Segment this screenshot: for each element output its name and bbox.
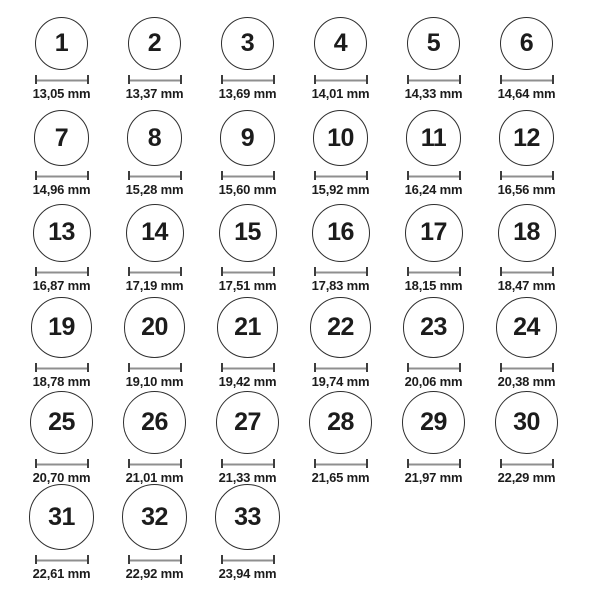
- diameter-label: 19,74 mm: [311, 373, 370, 389]
- ring-circle: [33, 204, 91, 262]
- ring-size-number: 13: [48, 218, 75, 247]
- ring-circle: [314, 17, 367, 70]
- ring-cell: [108, 297, 201, 390]
- ring-size-number: 21: [234, 313, 261, 341]
- ring-size-number: 2: [147, 28, 162, 57]
- ring-cell: [15, 391, 108, 486]
- diameter-label: 15,92 mm: [311, 181, 370, 197]
- ring-row: [15, 198, 600, 294]
- diameter-label: 17,19 mm: [125, 277, 184, 293]
- ring-cell: [294, 110, 387, 198]
- ring-cell: [387, 110, 480, 198]
- diameter-dimension-line: [500, 459, 554, 468]
- ring-size-number: 12: [513, 123, 540, 152]
- diameter-line: [502, 272, 552, 274]
- ring-cell: [201, 110, 294, 198]
- ring-cell: [15, 17, 108, 102]
- diameter-label: 18,15 mm: [404, 277, 463, 293]
- diameter-line: [37, 176, 87, 178]
- diameter-label: 16,56 mm: [497, 181, 556, 197]
- ring-size-number: 20: [141, 313, 168, 341]
- diameter-dimension-line: [35, 171, 89, 180]
- diameter-line: [37, 272, 87, 274]
- ring-size-number: 3: [240, 28, 255, 57]
- ring-circle: [221, 17, 274, 70]
- ring-cell: [387, 297, 480, 390]
- ring-circle: [215, 484, 281, 550]
- ring-circle: [217, 297, 278, 358]
- diameter-dimension-line: [314, 267, 368, 276]
- ring-circle: [405, 204, 463, 262]
- diameter-dimension-line: [407, 171, 461, 180]
- ring-size-number: 27: [234, 407, 261, 436]
- ring-circle: [310, 297, 371, 358]
- diameter-dimension-line: [128, 363, 182, 372]
- ring-cell: [387, 17, 480, 102]
- diameter-dimension-line: [35, 267, 89, 276]
- ring-circle: [124, 297, 185, 358]
- ring-cell: [201, 204, 294, 294]
- diameter-label: 21,97 mm: [404, 469, 463, 485]
- ring-circle: [220, 110, 276, 166]
- diameter-line: [130, 80, 180, 82]
- diameter-label: 17,83 mm: [311, 277, 370, 293]
- ring-size-number: 8: [147, 123, 162, 152]
- ring-circle: [496, 297, 557, 358]
- diameter-label: 22,61 mm: [32, 565, 91, 581]
- ring-size-number: 31: [48, 502, 75, 531]
- diameter-label: 21,33 mm: [218, 469, 277, 485]
- ring-size-number: 32: [141, 502, 168, 531]
- diameter-line: [316, 80, 366, 82]
- diameter-dimension-line: [35, 75, 89, 84]
- ring-size-number: 22: [327, 313, 354, 341]
- diameter-dimension-line: [128, 75, 182, 84]
- diameter-line: [316, 176, 366, 178]
- ring-circle: [499, 110, 555, 166]
- ring-cell: [15, 484, 108, 582]
- diameter-label: 20,38 mm: [497, 373, 556, 389]
- ring-row: [15, 486, 600, 582]
- diameter-dimension-line: [407, 75, 461, 84]
- diameter-label: 17,51 mm: [218, 277, 277, 293]
- ring-cell: [294, 297, 387, 390]
- ring-circle: [128, 17, 181, 70]
- ring-cell: [108, 484, 201, 582]
- diameter-line: [409, 464, 459, 466]
- diameter-line: [223, 272, 273, 274]
- diameter-line: [409, 176, 459, 178]
- diameter-label: 23,94 mm: [218, 565, 277, 581]
- ring-cell: [15, 297, 108, 390]
- diameter-dimension-line: [500, 267, 554, 276]
- ring-circle: [216, 391, 279, 454]
- ring-circle: [123, 391, 186, 454]
- ring-cell: [201, 297, 294, 390]
- diameter-line: [409, 272, 459, 274]
- ring-size-number: 30: [513, 407, 540, 436]
- ring-size-number: 28: [327, 407, 354, 436]
- ring-circle: [313, 110, 369, 166]
- diameter-line: [316, 368, 366, 370]
- ring-size-number: 25: [48, 407, 75, 436]
- diameter-line: [223, 176, 273, 178]
- ring-cell: [480, 110, 573, 198]
- diameter-line: [130, 368, 180, 370]
- ring-circle: [312, 204, 370, 262]
- diameter-line: [130, 176, 180, 178]
- diameter-label: 22,29 mm: [497, 469, 556, 485]
- diameter-label: 14,01 mm: [311, 85, 370, 101]
- ring-circle: [403, 297, 464, 358]
- ring-cell: [108, 110, 201, 198]
- diameter-label: 14,33 mm: [404, 85, 463, 101]
- ring-cell: [480, 391, 573, 486]
- ring-size-number: 17: [420, 218, 447, 247]
- diameter-line: [37, 464, 87, 466]
- ring-row: [15, 102, 600, 198]
- ring-circle: [29, 484, 95, 550]
- diameter-dimension-line: [128, 171, 182, 180]
- diameter-line: [223, 80, 273, 82]
- diameter-label: 20,06 mm: [404, 373, 463, 389]
- ring-cell: [480, 204, 573, 294]
- ring-size-number: 18: [513, 218, 540, 247]
- ring-size-number: 5: [426, 28, 441, 57]
- ring-size-number: 19: [48, 313, 75, 341]
- diameter-dimension-line: [314, 459, 368, 468]
- ring-cell: [108, 391, 201, 486]
- ring-row: [15, 6, 600, 102]
- ring-size-number: 1: [54, 28, 69, 57]
- diameter-label: 20,70 mm: [32, 469, 91, 485]
- ring-cell: [480, 17, 573, 102]
- ring-size-number: 11: [420, 123, 447, 152]
- ring-cell: [387, 204, 480, 294]
- ring-size-number: 24: [513, 313, 540, 341]
- diameter-line: [502, 80, 552, 82]
- ring-circle: [406, 110, 462, 166]
- ring-cell: [201, 17, 294, 102]
- ring-size-number: 33: [234, 502, 261, 531]
- ring-cell: [294, 17, 387, 102]
- diameter-dimension-line: [221, 267, 275, 276]
- ring-cell: [294, 391, 387, 486]
- ring-circle: [407, 17, 460, 70]
- diameter-dimension-line: [221, 459, 275, 468]
- ring-circle: [122, 484, 188, 550]
- diameter-dimension-line: [221, 363, 275, 372]
- diameter-label: 19,10 mm: [125, 373, 184, 389]
- diameter-dimension-line: [128, 459, 182, 468]
- ring-circle: [498, 204, 556, 262]
- diameter-dimension-line: [500, 75, 554, 84]
- diameter-line: [130, 272, 180, 274]
- diameter-label: 14,64 mm: [497, 85, 556, 101]
- diameter-dimension-line: [407, 267, 461, 276]
- diameter-label: 21,01 mm: [125, 469, 184, 485]
- ring-cell: [201, 391, 294, 486]
- diameter-dimension-line: [35, 555, 89, 564]
- diameter-dimension-line: [407, 459, 461, 468]
- diameter-dimension-line: [314, 171, 368, 180]
- ring-size-number: 14: [141, 218, 168, 247]
- ring-cell: [387, 391, 480, 486]
- diameter-dimension-line: [221, 555, 275, 564]
- diameter-line: [316, 464, 366, 466]
- ring-cell: [294, 204, 387, 294]
- diameter-label: 21,65 mm: [311, 469, 370, 485]
- ring-cell: [108, 17, 201, 102]
- diameter-line: [223, 368, 273, 370]
- diameter-label: 13,37 mm: [125, 85, 184, 101]
- diameter-dimension-line: [128, 267, 182, 276]
- diameter-line: [223, 560, 273, 562]
- diameter-line: [130, 560, 180, 562]
- ring-circle: [500, 17, 553, 70]
- diameter-label: 14,96 mm: [32, 181, 91, 197]
- ring-cell: [108, 204, 201, 294]
- ring-circle: [126, 204, 184, 262]
- diameter-line: [502, 464, 552, 466]
- diameter-label: 18,47 mm: [497, 277, 556, 293]
- diameter-dimension-line: [407, 363, 461, 372]
- diameter-line: [37, 80, 87, 82]
- ring-circle: [219, 204, 277, 262]
- ring-size-number: 23: [420, 313, 447, 341]
- ring-circle: [35, 17, 88, 70]
- ring-size-number: 15: [234, 218, 261, 247]
- ring-circle: [31, 297, 92, 358]
- diameter-line: [316, 272, 366, 274]
- ring-circle: [30, 391, 93, 454]
- diameter-line: [37, 560, 87, 562]
- ring-circle: [34, 110, 90, 166]
- diameter-dimension-line: [128, 555, 182, 564]
- ring-circle: [402, 391, 465, 454]
- diameter-line: [502, 368, 552, 370]
- diameter-label: 18,78 mm: [32, 373, 91, 389]
- ring-size-number: 4: [333, 28, 348, 57]
- ring-cell: [480, 297, 573, 390]
- diameter-line: [223, 464, 273, 466]
- diameter-line: [502, 176, 552, 178]
- ring-circle: [127, 110, 183, 166]
- ring-size-number: 29: [420, 407, 447, 436]
- diameter-line: [130, 464, 180, 466]
- diameter-label: 15,60 mm: [218, 181, 277, 197]
- diameter-dimension-line: [221, 171, 275, 180]
- diameter-dimension-line: [35, 459, 89, 468]
- ring-row: [15, 390, 600, 486]
- ring-size-number: 26: [141, 407, 168, 436]
- ring-size-number: 7: [54, 123, 69, 152]
- diameter-label: 13,05 mm: [32, 85, 91, 101]
- ring-cell: [201, 484, 294, 582]
- ring-size-number: 10: [327, 123, 354, 152]
- ring-row: [15, 294, 600, 390]
- ring-size-number: 6: [519, 28, 534, 57]
- diameter-label: 15,28 mm: [125, 181, 184, 197]
- diameter-dimension-line: [221, 75, 275, 84]
- ring-size-number: 9: [240, 123, 255, 152]
- diameter-dimension-line: [35, 363, 89, 372]
- ring-size-number: 16: [327, 218, 354, 247]
- diameter-dimension-line: [500, 171, 554, 180]
- diameter-line: [409, 368, 459, 370]
- diameter-label: 16,24 mm: [404, 181, 463, 197]
- diameter-label: 16,87 mm: [32, 277, 91, 293]
- diameter-label: 22,92 mm: [125, 565, 184, 581]
- diameter-label: 19,42 mm: [218, 373, 277, 389]
- ring-circle: [495, 391, 558, 454]
- ring-cell: [15, 204, 108, 294]
- diameter-label: 13,69 mm: [218, 85, 277, 101]
- diameter-dimension-line: [314, 363, 368, 372]
- diameter-line: [37, 368, 87, 370]
- diameter-dimension-line: [314, 75, 368, 84]
- diameter-line: [409, 80, 459, 82]
- diameter-dimension-line: [500, 363, 554, 372]
- ring-circle: [309, 391, 372, 454]
- ring-cell: [15, 110, 108, 198]
